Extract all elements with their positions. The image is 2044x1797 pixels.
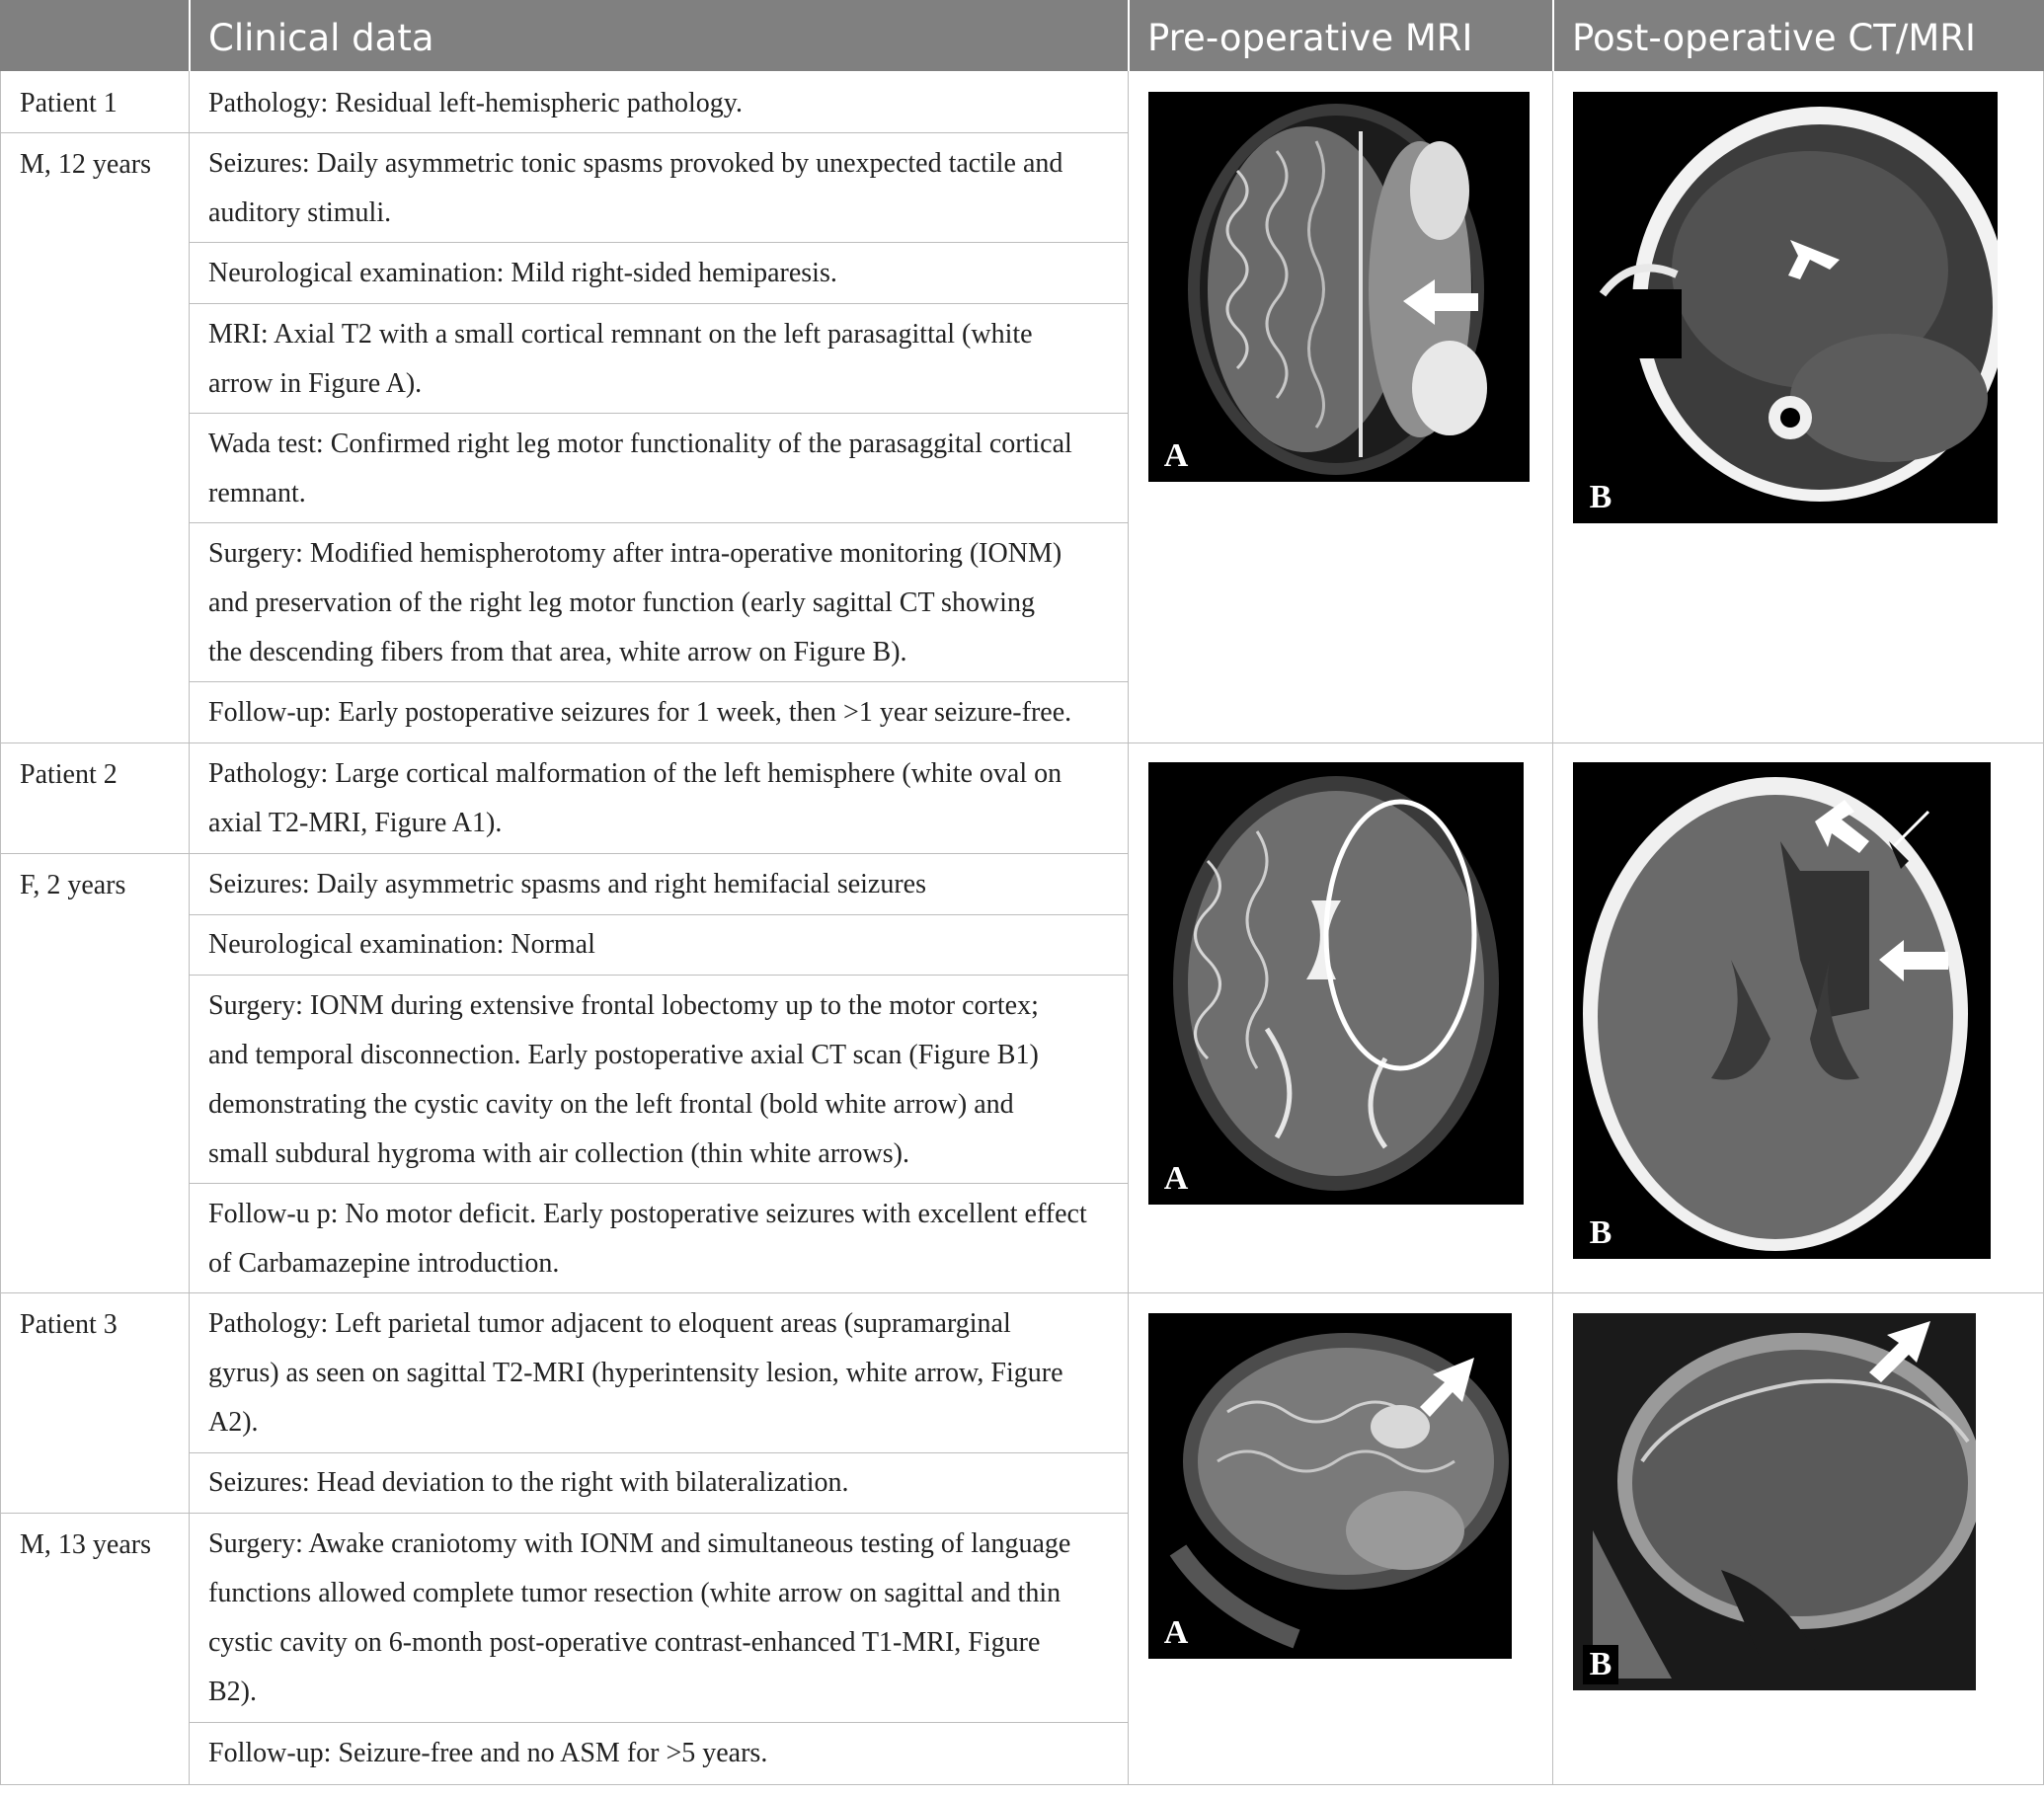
- patient-1-preop-mri-image: [1148, 92, 1530, 482]
- clinical-cell-pathology: [208, 749, 1061, 848]
- column-divider: [189, 71, 190, 1785]
- clinical-cell-seizures: [208, 1458, 848, 1508]
- row-separator: [189, 1452, 1128, 1453]
- header-pre-operative-mri: Pre-operative MRI: [1147, 17, 1473, 59]
- cell-line: Wada test: Confirmed right leg motor functionality of the parasaggital cortical: [208, 429, 1072, 459]
- header-clinical-data: Clinical data: [208, 17, 434, 59]
- row-separator: [189, 975, 1128, 976]
- cell-line: cystic cavity on 6-month post-operative contrast-enhanced T1-MRI, Figure: [208, 1627, 1041, 1658]
- cell-line: Seizures: Head deviation to the right with bilateralization.: [208, 1467, 849, 1498]
- clinical-cell-follow-up: [208, 688, 1071, 738]
- cell-line: Follow-u p: No motor deficit. Early postoperative seizures with excellent effect: [208, 1199, 1087, 1229]
- row-separator: [189, 242, 1128, 243]
- column-divider: [1128, 71, 1129, 1785]
- cell-line: demonstrating the cystic cavity on the left frontal (bold white arrow) and: [208, 1089, 1014, 1120]
- figure-letter: B: [1583, 1213, 1618, 1253]
- row-separator: [0, 853, 1128, 854]
- cell-line: Neurological examination: Normal: [208, 929, 595, 960]
- cell-line: Follow-up: Early postoperative seizures for 1 week, then >1 year seizure-free.: [208, 697, 1072, 728]
- clinical-cell-follow-up: [208, 1729, 767, 1778]
- column-divider: [1552, 71, 1553, 1785]
- cell-line: and preservation of the right leg motor function (early sagittal CT showing: [208, 587, 1035, 618]
- figure-letter: A: [1158, 436, 1194, 476]
- header-divider: [1552, 0, 1554, 71]
- column-divider: [0, 71, 1, 1785]
- figure-letter: B: [1583, 478, 1618, 517]
- cell-line: Neurological examination: Mild right-sided hemiparesis.: [208, 258, 837, 288]
- cell-line: gyrus) as seen on sagittal T2-MRI (hyperintensity lesion, white arrow, Figure: [208, 1358, 1063, 1388]
- clinical-cell-follow-up: [208, 1190, 1087, 1289]
- clinical-cell-seizures: [208, 139, 1062, 238]
- clinical-cell-surgery: [208, 981, 1039, 1179]
- cell-line: auditory stimuli.: [208, 197, 392, 228]
- cell-line: Surgery: Awake craniotomy with IONM and simultaneous testing of language: [208, 1528, 1071, 1559]
- table-bottom-border: [0, 1784, 2044, 1785]
- header-divider: [1128, 0, 1130, 71]
- cell-line: Follow-up: Seizure-free and no ASM for >5 years.: [208, 1738, 768, 1768]
- row-separator: [189, 303, 1128, 304]
- clinical-cell-surgery: [208, 1520, 1070, 1717]
- patient-separator: [0, 1292, 2044, 1293]
- patient-label: Patient 3: [20, 1309, 118, 1340]
- row-separator: [189, 681, 1128, 682]
- row-separator: [189, 1183, 1128, 1184]
- clinical-cell-pathology: [208, 79, 743, 128]
- patient-3-postop-mri-image: [1573, 1313, 1976, 1690]
- row-separator: [189, 413, 1128, 414]
- cell-line: the descending fibers from that area, white arrow on Figure B).: [208, 637, 907, 667]
- cell-line: small subdural hygroma with air collection (thin white arrows).: [208, 1138, 909, 1169]
- clinical-cell-pathology: [208, 1299, 1063, 1447]
- patient-3-preop-mri-image: [1148, 1313, 1512, 1659]
- clinical-cell-neurological-exam: [208, 249, 837, 298]
- cell-line: A2).: [208, 1407, 259, 1438]
- cell-line: and temporal disconnection. Early postoperative axial CT scan (Figure B1): [208, 1040, 1039, 1070]
- patient-2-postop-ct-image: [1573, 762, 1991, 1259]
- clinical-cell-surgery: [208, 529, 1061, 677]
- patient-demographics: M, 13 years: [20, 1529, 151, 1560]
- figure-letter: A: [1158, 1159, 1194, 1199]
- clinical-cell-wada-test: [208, 420, 1072, 518]
- patient-separator: [0, 742, 2044, 743]
- clinical-cell-neurological-exam: [208, 920, 595, 970]
- figure-letter: B: [1583, 1645, 1618, 1684]
- figure-letter: A: [1158, 1613, 1194, 1653]
- cell-line: Pathology: Left parietal tumor adjacent to eloquent areas (supramarginal: [208, 1308, 1011, 1339]
- patient-1-postop-ct-image: [1573, 92, 1998, 523]
- clinical-cell-mri: [208, 310, 1033, 409]
- row-separator: [0, 1513, 1128, 1514]
- header-post-operative-ct-mri: Post-operative CT/MRI: [1572, 17, 1976, 59]
- patient-label: Patient 2: [20, 759, 118, 790]
- cell-line: Surgery: IONM during extensive frontal lobectomy up to the motor cortex;: [208, 990, 1039, 1021]
- row-separator: [189, 1722, 1128, 1723]
- cell-line: MRI: Axial T2 with a small cortical remnant on the left parasagittal (white: [208, 319, 1033, 350]
- clinical-cell-seizures: [208, 860, 926, 909]
- patient-demographics: F, 2 years: [20, 870, 126, 900]
- patient-demographics: M, 12 years: [20, 149, 151, 180]
- cell-line: of Carbamazepine introduction.: [208, 1248, 560, 1279]
- cell-line: Pathology: Large cortical malformation of the left hemisphere (white oval on: [208, 758, 1062, 789]
- header-divider: [189, 0, 191, 71]
- patient-label: Patient 1: [20, 88, 118, 118]
- cell-line: Seizures: Daily asymmetric spasms and right hemifacial seizures: [208, 869, 927, 899]
- cell-line: functions allowed complete tumor resection (white arrow on sagittal and thin: [208, 1578, 1061, 1608]
- row-separator: [189, 522, 1128, 523]
- row-separator: [189, 914, 1128, 915]
- row-separator: [0, 132, 1128, 133]
- cell-line: Surgery: Modified hemispherotomy after intra-operative monitoring (IONM): [208, 538, 1062, 569]
- cell-line: axial T2-MRI, Figure A1).: [208, 808, 503, 838]
- cell-line: remnant.: [208, 478, 306, 508]
- patient-2-preop-mri-image: [1148, 762, 1524, 1205]
- cell-line: arrow in Figure A).: [208, 368, 423, 399]
- cell-line: Pathology: Residual left-hemispheric pathology.: [208, 88, 743, 118]
- cell-line: Seizures: Daily asymmetric tonic spasms provoked by unexpected tactile and: [208, 148, 1063, 179]
- cell-line: B2).: [208, 1677, 257, 1707]
